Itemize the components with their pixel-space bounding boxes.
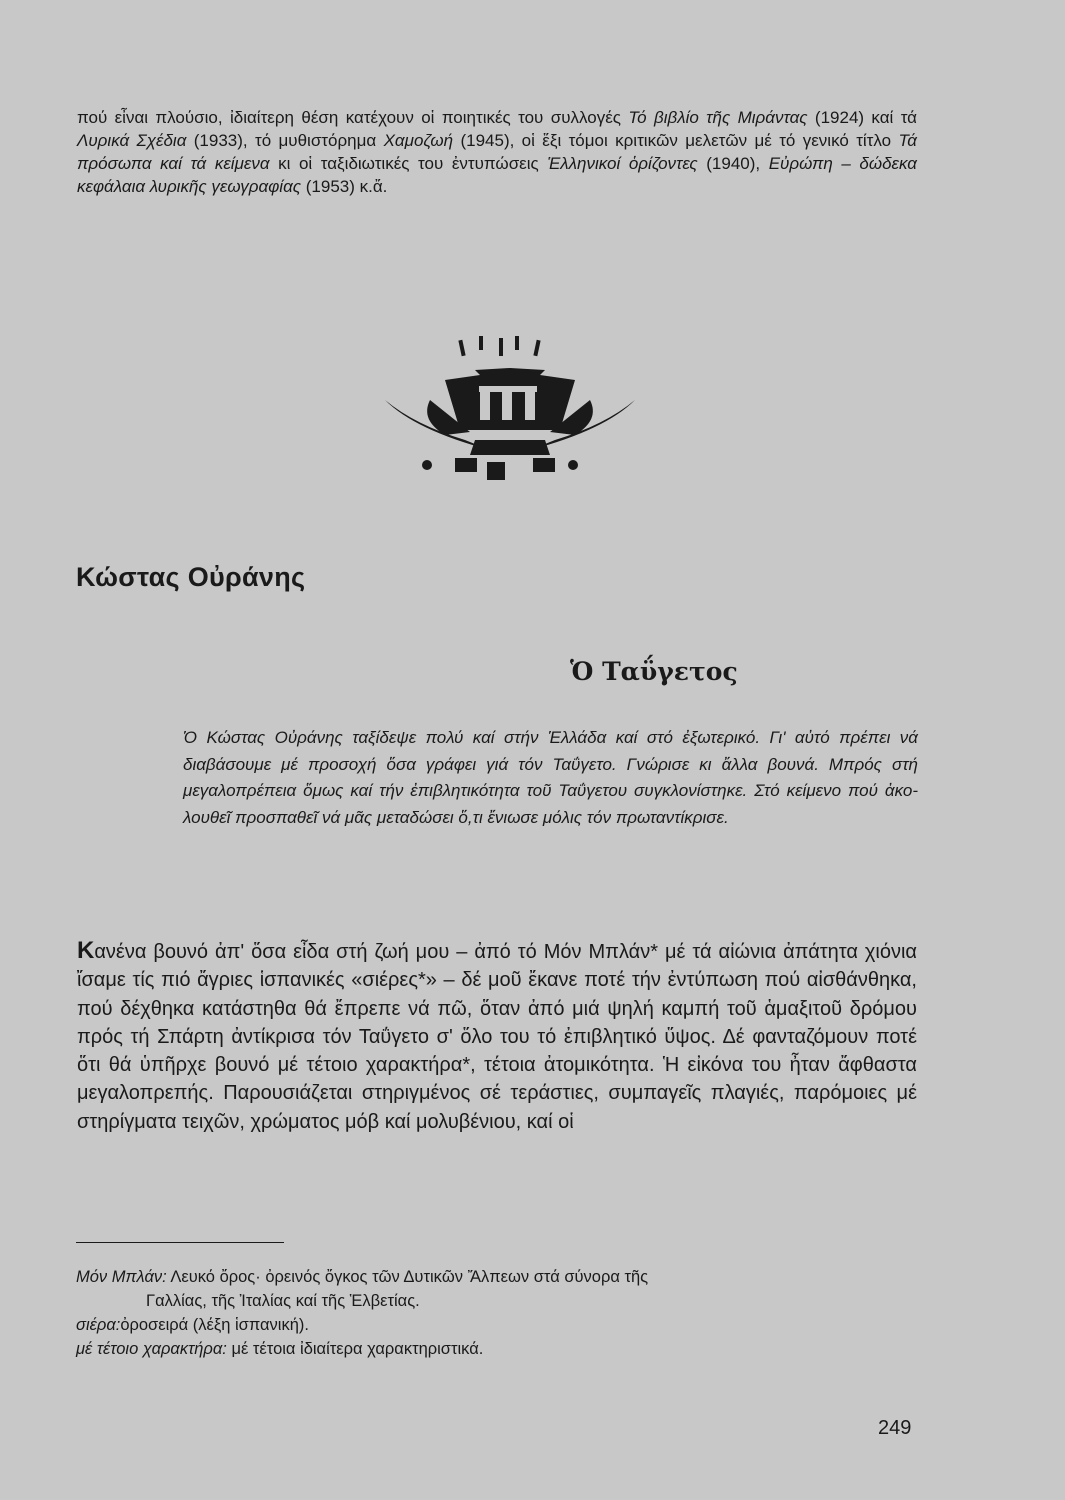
footnotes xyxy=(76,1265,936,1361)
footnote xyxy=(76,1265,936,1289)
text-run: (1940), xyxy=(697,154,769,173)
footnote-text: ὀροσειρά (λέξη ἱσπανική). xyxy=(120,1316,309,1334)
footnote-text: Λευκό ὄρος· ὀρεινός ὄγκος τῶν Δυτικῶν Ἄλπεων στά σύνορα τῆς xyxy=(166,1268,649,1286)
footnote-text: μέ τέτοια ἰδιαίτερα χαρακτηριστικά. xyxy=(226,1340,484,1358)
italic-run: Τό βιβλίο τῆς Μιράντας xyxy=(628,108,808,127)
drop-cap: Κ xyxy=(77,937,95,964)
text-run: κι οἱ ταξιδιωτικές του ἐντυπώσεις xyxy=(269,154,548,173)
italic-run: Χαμοζωή xyxy=(383,131,454,150)
intro-note: Ὁ Κώστας Οὐράνης ταξίδεψε πολύ καί στήν Ἑλλάδα καί στό ἐξωτερικό. Γι' αὐτό πρέπει νά διαβάσουμε μέ προσοχή ὅσα γράφει γιά τόν Ταΰγετο. Γνώρισε κι ἄλλα βουνά. Μπρός στή μεγαλοπρέπεια ὅμως καί τήν ἐπιβλητικότητα τοῦ Ταΰγετου συγκλονίστηκε. Στό κείμενο πού ἀκολουθεῖ προσπαθεῖ νά μᾶς μεταδώσει ὅ,τι ἔνιωσε μόλις τόν πρωταντίκρισε. xyxy=(183,728,918,827)
page-number: 249 xyxy=(878,1417,912,1439)
italic-run: Εὐρώπη – δώδεκα κεφάλαια λυρικῆς γεωγραφίας xyxy=(77,154,917,196)
lotus-ornament-icon xyxy=(375,330,645,490)
text-run: (1924) καί τά xyxy=(807,108,918,127)
footnote xyxy=(76,1337,936,1361)
text-run: (1953) κ.ἄ. xyxy=(301,177,388,196)
footnote-term: μέ τέτοιο χαρακτήρα: xyxy=(76,1340,227,1358)
footnote-continuation: Γαλλίας, τῆς Ἰταλίας καί τῆς Ἑλβετίας. xyxy=(146,1292,420,1310)
text-run: (1945), οἱ ἕξι τόμοι κριτικῶν μελετῶν μέ τό γενικό τίτλο xyxy=(453,131,899,150)
footnote-term: Μόν Μπλάν: xyxy=(76,1268,167,1286)
main-text xyxy=(77,937,917,1136)
footnote xyxy=(76,1313,936,1337)
author-heading: Κώστας Οὐράνης xyxy=(76,562,306,592)
text-run: πού εἶναι πλούσιο, ἰδιαίτερη θέση κατέχουν οἱ ποιητικές του συλλογές xyxy=(77,108,629,127)
footnote-divider xyxy=(76,1242,284,1243)
intro-paragraph xyxy=(77,106,917,198)
italic-run: Τά πρόσωπα καί τά κείμενα xyxy=(77,131,917,173)
text-run: (1933), τό μυθιστόρημα xyxy=(186,131,384,150)
poem-title: Ὁ Ταΰγετος xyxy=(570,657,738,686)
footnote-term: σιέρα: xyxy=(76,1316,121,1334)
italic-run: Λυρικά Σχέδια xyxy=(77,131,187,150)
italic-run: Ἑλληνικοί ὁρίζοντες xyxy=(547,154,698,173)
main-text-content: ανένα βουνό ἀπ' ὅσα εἶδα στή ζωή μου – ἀπό τό Μόν Μπλάν* μέ τά αἰώνια ἀπάτητα χιόνια ἴσαμε τίς πιό ἄγριες ἱσπανικές «σιέρες*» – δέ μοῦ ἔκανε ποτέ τήν ἐντύπωση πού αἰσθάνθηκα, πού δέχθηκα κατάστηθα θά ἔπρεπε νά πῶ, ὅταν ἀπό μιά ψηλή καμπή τοῦ ἁμαξιτοῦ δρόμου πρός τή Σπάρτη ἀντίκρισα τόν Ταΰγετο σ' ὅλο του τό ἐπιβλητικό ὕψος. Δέ φανταζόμουν ποτέ ὅτι θά ὑπῆρχε βουνό μέ τέτοιο χαρακτήρα*, τέτοια ἀτομικότητα. Ἡ εἰκόνα του ἦταν ἄφθαστα μεγαλοπρεπής. Παρουσιάζεται στηριγμένος σέ τεράστιες, συμπαγεῖς πλαγιές, παρόμοιες μέ στηρίγματα τειχῶν, χρώματος μόβ καί μολυβένιου, καί οἱ xyxy=(77,941,917,1133)
